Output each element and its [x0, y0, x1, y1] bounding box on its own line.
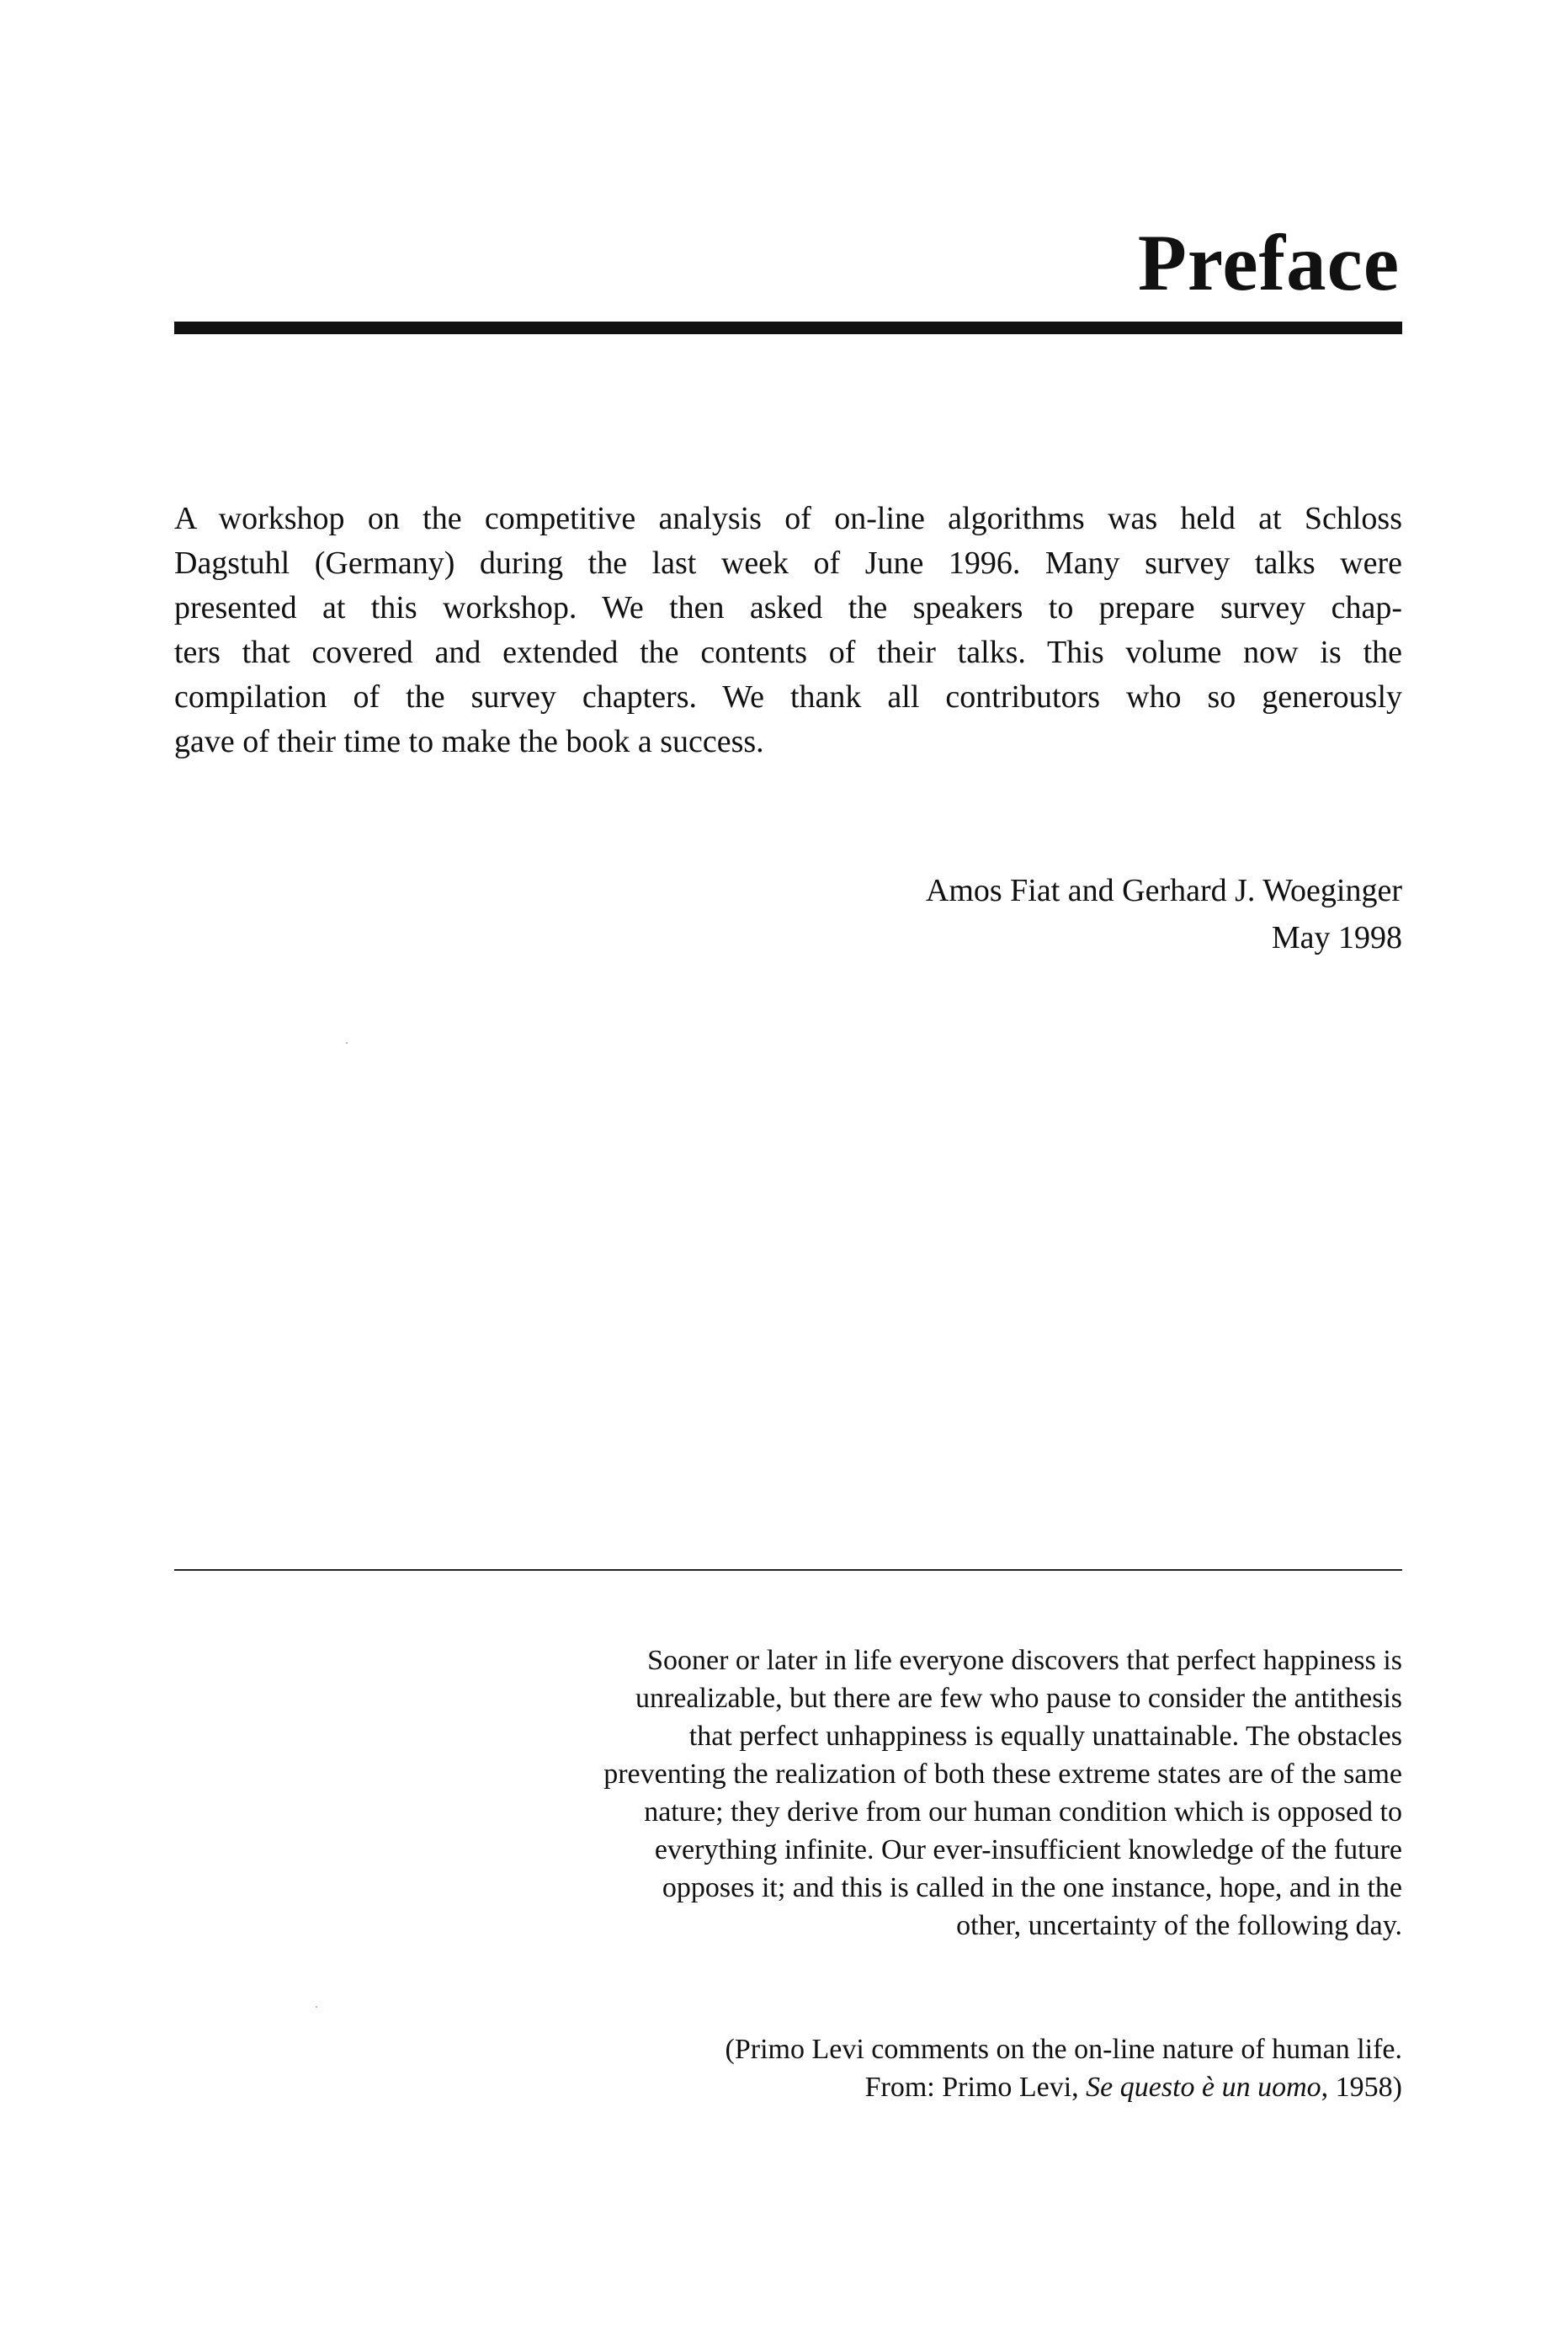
attribution-prefix: From: Primo Levi,: [864, 2072, 1087, 2103]
paragraph-line: A workshop on the competitive analysis of on-line algorithms was held at Schloss: [174, 501, 1402, 536]
epigraph-attribution: [726, 2030, 1402, 2106]
epigraph-line: unrealizable, but there are few who pause to consider the antithesis: [635, 1683, 1402, 1714]
epigraph-line: opposes it; and this is called in the one instance, hope, and in the: [662, 1872, 1402, 1903]
page-title: Preface: [1137, 218, 1400, 307]
epigraph-line: nature; they derive from our human condition which is opposed to: [644, 1796, 1402, 1828]
book-title: Se questo è un uomo: [1086, 2072, 1321, 2103]
paragraph-line: presented at this workshop. We then asked the speakers to prepare survey chap-: [174, 590, 1402, 625]
attribution-line-2: [726, 2068, 1402, 2106]
scan-speck: [346, 1042, 348, 1044]
epigraph-line: everything infinite. Our ever-insufficient knowledge of the future: [654, 1834, 1402, 1865]
paragraph-line: ters that covered and extended the contents of their talks. This volume now is the: [174, 635, 1402, 670]
title-rule: [174, 322, 1402, 334]
paragraph-line: compilation of the survey chapters. We thank all contributors who so generously: [174, 679, 1402, 715]
epigraph-line: preventing the realization of both these extreme states are of the same: [603, 1759, 1402, 1790]
paragraph-line: gave of their time to make the book a success.: [174, 724, 764, 759]
preface-paragraph: [174, 497, 1402, 764]
paragraph-line: Dagstuhl (Germany) during the last week of June 1996. Many survey talks were: [174, 545, 1402, 581]
signature-authors: Amos Fiat and Gerhard J. Woeginger: [925, 873, 1402, 908]
epigraph-line: that perfect unhappiness is equally unattainable. The obstacles: [688, 1721, 1402, 1752]
epigraph-line: other, uncertainty of the following day.: [956, 1910, 1402, 1941]
attribution-suffix: , 1958): [1321, 2072, 1402, 2103]
epigraph-quote: [359, 1642, 1402, 1945]
signature-date: May 1998: [1271, 920, 1402, 955]
epigraph-line: Sooner or later in life everyone discovers that perfect happiness is: [647, 1645, 1402, 1676]
epigraph-rule: [174, 1569, 1402, 1571]
signature-block: [926, 867, 1402, 961]
attribution-line-1: (Primo Levi comments on the on-line nature of human life.: [725, 2034, 1402, 2065]
scan-speck: [316, 2006, 317, 2008]
